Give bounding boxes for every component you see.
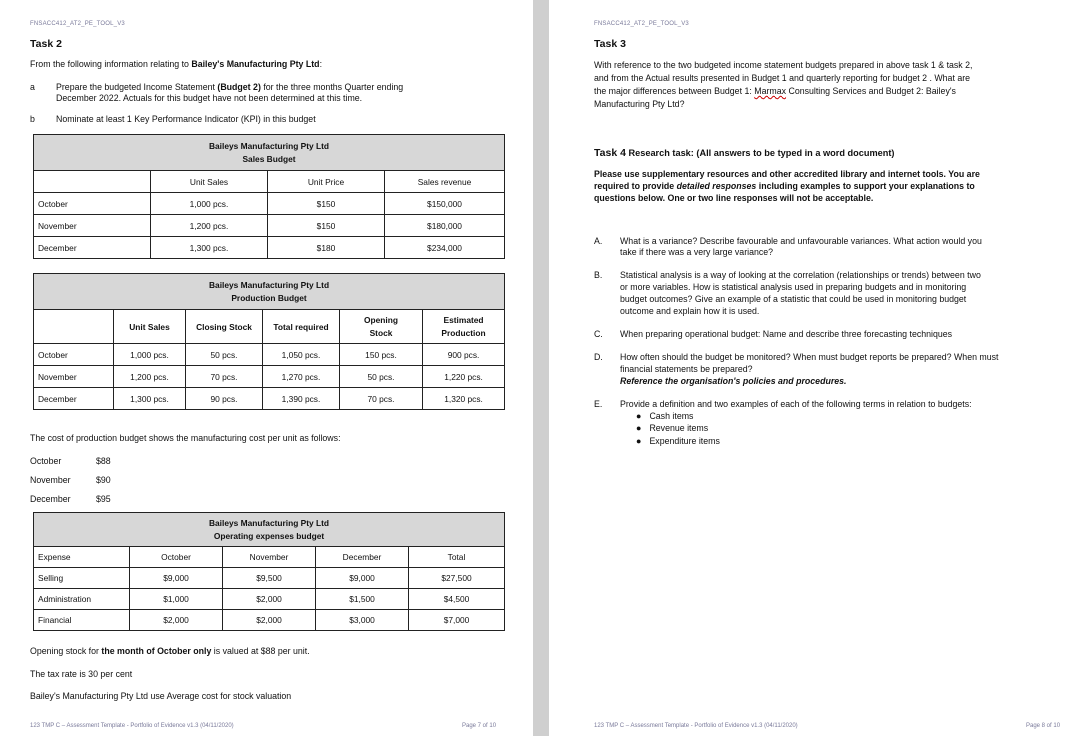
item-a-post: for the three months Quarter ending [260,82,404,92]
cost-month: November [30,475,71,485]
opex-expense: Selling [34,568,130,589]
production-estimated: 900 pcs. [423,344,505,366]
spellcheck-word: Marmax [754,86,787,96]
production-closing: 50 pcs. [186,344,263,366]
item-a-line1 [56,82,403,93]
item-b-marker: b [30,114,35,124]
opex-budget-title [34,513,505,547]
item-a-pre: Prepare the budgeted Income Statement [56,82,218,92]
item-a-line2: December 2022. Actuals for this budget have not been determined at this time. [56,93,363,103]
opex-header-total: Total [409,547,505,568]
question-d-marker: D. [594,352,603,362]
sales-month: December [34,237,151,259]
page-gutter [533,0,549,736]
page-number: Page 7 of 10 [462,723,497,729]
task-2-title: Task 2 [30,38,62,50]
production-units: 1,200 pcs. [114,366,186,388]
cost-month: December [30,494,71,504]
bullet-text: Expenditure items [649,436,720,446]
question-b-line4: outcome and explain how it is used. [620,306,760,316]
sales-header-unit-price: Unit Price [268,171,385,193]
instr-line2-italic: detailed responses [676,181,757,191]
opening-stock-bold: the month of October only [101,646,212,656]
sales-budget-title-line1: Baileys Manufacturing Pty Ltd [208,140,330,151]
page-footer-left: 123 TMP C – Assessment Template - Portfolio of Evidence v1.3 (04/11/2020) [594,723,798,729]
production-opening: 150 pcs. [340,344,423,366]
question-b-line2: or more variables. How is statistical analysis used in preparing budgets and in monitoring [620,282,967,292]
question-c-line1: When preparing operational budget: Name and describe three forecasting techniques [620,329,953,339]
opex-dec: $3,000 [316,610,409,631]
item-a-bold: (Budget 2) [217,82,261,92]
question-c-marker: C. [594,329,603,339]
opex-oct: $2,000 [130,610,223,631]
task-4-instr-line1: Please use supplementary resources and other accredited library and internet tools. You are [594,169,980,179]
bullet-icon: ● [636,423,642,433]
opex-total: $4,500 [409,589,505,610]
estimated-header-line1: Estimated [443,314,484,325]
cost-of-production-text: The cost of production budget shows the manufacturing cost per unit as follows: [30,433,341,443]
production-total: 1,050 pcs. [263,344,340,366]
sales-units: 1,200 pcs. [151,215,268,237]
production-header-total-required: Total required [263,310,340,344]
sales-revenue: $180,000 [385,215,505,237]
sales-header-empty [34,171,151,193]
sales-price: $180 [268,237,385,259]
sales-month: November [34,215,151,237]
question-a-marker: A. [594,236,603,246]
intro-colon: : [319,59,323,69]
sales-header-unit-sales: Unit Sales [151,171,268,193]
page-header: FNSACC412_AT2_PE_TOOL_V3 [594,21,689,27]
average-cost-text: Bailey's Manufacturing Pty Ltd use Average cost for stock valuation [30,691,292,701]
task-3-line3-post: Consulting Services and Budget 2: Bailey's [786,86,956,96]
document-page-8 [549,0,1081,736]
production-header-opening-stock [340,310,423,344]
page-number: Page 8 of 10 [1026,723,1061,729]
production-header-empty [34,310,114,344]
production-header-estimated [423,310,505,344]
task-3-title: Task 3 [594,38,626,50]
opening-stock-text [30,646,310,657]
opening-stock-post: is valued at $88 per unit. [211,646,310,656]
cost-value: $95 [96,494,111,504]
opex-oct: $9,000 [130,568,223,589]
production-closing: 70 pcs. [186,366,263,388]
production-total: 1,270 pcs. [263,366,340,388]
sales-month: October [34,193,151,215]
page-footer-left: 123 TMP C – Assessment Template - Portfolio of Evidence v1.3 (04/11/2020) [30,723,234,729]
opex-header-november: November [223,547,316,568]
opening-header-line1: Opening [364,314,398,325]
sales-units: 1,000 pcs. [151,193,268,215]
production-budget-title-line1: Baileys Manufacturing Pty Ltd [209,279,330,290]
production-units: 1,000 pcs. [114,344,186,366]
task-3-line2: and from the Actual results presented in Budget 1 and quarterly reporting for budget 2 . What are [594,73,971,83]
production-opening: 70 pcs. [340,388,423,410]
opex-total: $7,000 [409,610,505,631]
sales-header-revenue: Sales revenue [385,171,505,193]
sales-revenue: $234,000 [385,237,505,259]
table-row [34,237,505,259]
opex-nov: $2,000 [223,589,316,610]
opex-nov: $9,500 [223,568,316,589]
production-header-closing-stock: Closing Stock [186,310,263,344]
list-item [636,436,720,447]
opening-stock-pre: Opening stock for [30,646,102,656]
production-estimated: 1,220 pcs. [423,366,505,388]
production-budget-table [33,273,505,410]
opex-budget-title-line2: Operating expenses budget [213,530,325,541]
item-b-text: Nominate at least 1 Key Performance Indicator (KPI) in this budget [56,114,316,124]
task-3-line1: With reference to the two budgeted income statement budgets prepared in above task 1 & task 2, [594,60,973,70]
task-4-title: Task 4 [594,147,626,159]
document-page-7 [0,0,533,736]
question-b-marker: B. [594,270,603,280]
task-3-line4: Manufacturing Pty Ltd? [594,99,685,109]
table-row [34,344,505,366]
bullet-icon: ● [636,436,642,446]
question-d-line1: How often should the budget be monitored? When must budget reports be prepared? When must [620,352,999,362]
operating-expenses-table [33,512,505,631]
bullet-text: Revenue items [649,423,709,433]
production-units: 1,300 pcs. [114,388,186,410]
question-d-line2: financial statements be prepared? [620,364,753,374]
production-closing: 90 pcs. [186,388,263,410]
sales-revenue: $150,000 [385,193,505,215]
opex-header-december: December [316,547,409,568]
question-e-line1: Provide a definition and two examples of each of the following terms in relation to budgets: [620,399,972,409]
opex-oct: $1,000 [130,589,223,610]
task-3-line3 [594,86,956,97]
table-row [34,589,505,610]
bullet-icon: ● [636,411,642,421]
opex-nov: $2,000 [223,610,316,631]
task-2-intro [30,59,322,70]
table-row [34,215,505,237]
opening-header-line2: Stock [369,327,393,338]
sales-price: $150 [268,215,385,237]
tax-rate-text: The tax rate is 30 per cent [30,669,133,679]
production-header-unit-sales: Unit Sales [114,310,186,344]
opex-dec: $9,000 [316,568,409,589]
sales-units: 1,300 pcs. [151,237,268,259]
table-row [34,610,505,631]
sales-budget-title [34,135,505,171]
opex-dec: $1,500 [316,589,409,610]
page-header: FNSACC412_AT2_PE_TOOL_V3 [30,21,125,27]
estimated-header-line2: Production [441,327,486,338]
opex-budget-title-line1: Baileys Manufacturing Pty Ltd [208,517,330,528]
list-item [636,411,693,422]
intro-company: Bailey's Manufacturing Pty Ltd [191,59,320,69]
item-a-marker: a [30,82,35,92]
sales-price: $150 [268,193,385,215]
production-estimated: 1,320 pcs. [423,388,505,410]
question-d-line3: Reference the organisation's policies and procedures. [620,376,847,386]
intro-text: From the following information relating to [30,59,192,69]
question-a-line2: take if there was a very large variance? [620,247,774,257]
production-budget-title-line2: Production Budget [231,292,307,303]
production-month: October [34,344,114,366]
cost-value: $88 [96,456,111,466]
opex-total: $27,500 [409,568,505,589]
instr-line2-pre: required to provide [594,181,677,191]
table-row [34,568,505,589]
production-month: December [34,388,114,410]
cost-month: October [30,456,62,466]
production-opening: 50 pcs. [340,366,423,388]
task-4-subtitle: Research task: (All answers to be typed in a word document) [625,148,895,158]
sales-budget-table [33,134,505,259]
list-item [636,423,708,434]
question-e-marker: E. [594,399,603,409]
table-row [34,388,505,410]
task-3-line3-pre: the major differences between Budget 1: [594,86,755,96]
question-b-line3: budget outcomes? Give an example of a statistic that could be used in monitoring budget [620,294,967,304]
task-4-instr-line2 [594,181,975,192]
bullet-text: Cash items [649,411,694,421]
production-total: 1,390 pcs. [263,388,340,410]
table-row [34,366,505,388]
opex-expense: Administration [34,589,130,610]
opex-expense: Financial [34,610,130,631]
production-budget-title [34,274,505,310]
cost-value: $90 [96,475,111,485]
production-month: November [34,366,114,388]
task-4-heading [594,147,894,159]
question-a-line1: What is a variance? Describe favourable and unfavourable variances. What action would you [620,236,982,246]
sales-budget-title-line2: Sales Budget [242,153,296,164]
table-row [34,193,505,215]
instr-line2-post: including examples to support your explanations to [756,181,975,191]
opex-header-expense: Expense [34,547,130,568]
opex-header-october: October [130,547,223,568]
question-b-line1: Statistical analysis is a way of looking at the correlation (relationships or trends) between two [620,270,981,280]
task-4-instr-line3: questions below. One or two line responses will not be acceptable. [594,193,874,203]
